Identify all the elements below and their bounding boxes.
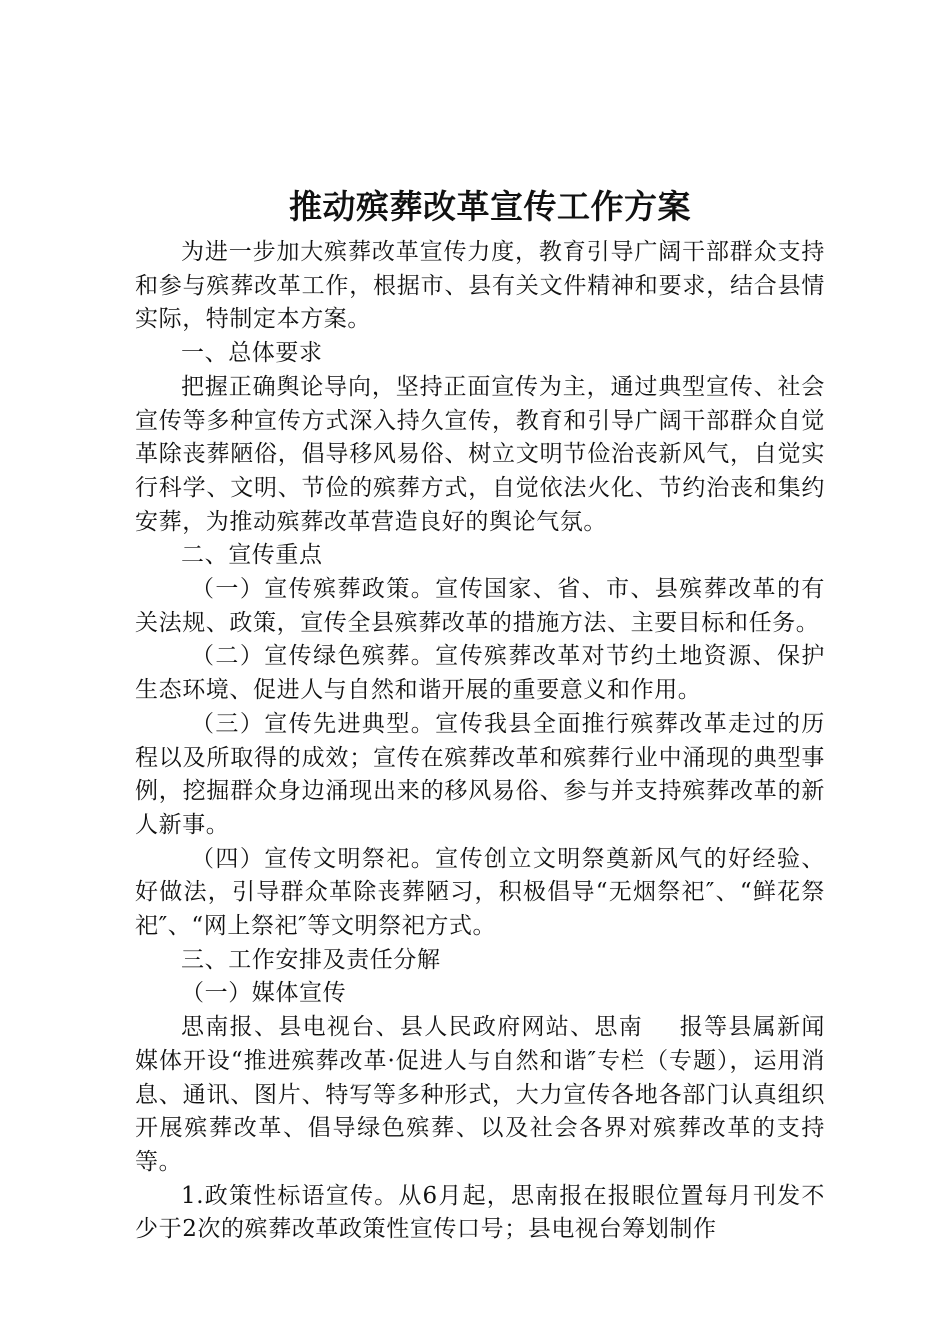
media-paragraph-part-b: 报等县属新闻媒体开设“推进殡葬改革·促进人与自然和谐″专栏（专题），运用消息、通讯、图片、特写等多种形式，大力宣传各地各部门认真组织开展殡葬改革、倡导绿色殡葬、以及社会各界对殡葬改革的支持等。 — [135, 1014, 825, 1175]
slogan-paragraph: 1.政策性标语宣传。从6月起，思南报在报眼位置每月刊发不少于2次的殡葬改革政策性宣传口号；县电视台筹划制作 — [135, 1182, 825, 1243]
general-requirements-paragraph: 把握正确舆论导向，坚持正面宣传为主，通过典型宣传、社会宣传等多种宣传方式深入持久宣传，教育和引导广阔干部群众自觉革除丧葬陋俗，倡导移风易俗、树立文明节俭治丧新风气，自觉实行科学、文明、节俭的殡葬方式，自觉依法火化、节约治丧和集约安葬，为推动殡葬改革营造良好的舆论气氛。 — [135, 373, 825, 535]
media-paragraph-part-a: 思南报、县电视台、县人民政府网站、思南 — [181, 1014, 644, 1041]
focus-item-1: （一）宣传殡葬政策。宣传国家、省、市、县殡葬改革的有关法规、政策，宣传全县殡葬改革的措施方法、主要目标和任务。 — [135, 576, 825, 636]
subsection-heading-media: （一）媒体宣传 — [181, 980, 347, 1007]
section-heading-1: 一、总体要求 — [181, 340, 323, 367]
section-heading-2: 二、宣传重点 — [181, 542, 323, 569]
media-paragraph — [135, 1011, 825, 1180]
focus-item-2: （二）宣传绿色殡葬。宣传殡葬改革对节约土地资源、保护生态环境、促进人与自然和谐开展的重要意义和作用。 — [135, 643, 825, 704]
focus-item-3: （三）宣传先进典型。宣传我县全面推行殡葬改革走过的历程以及所取得的成效；宣传在殡葬改革和殡葬行业中涌现的典型事例，挖掘群众身边涌现出来的移风易俗、参与并支持殡葬改革的新人新事。 — [135, 710, 825, 838]
intro-paragraph: 为进一步加大殡葬改革宣传力度，教育引导广阔干部群众支持和参与殡葬改革工作，根据市、县有关文件精神和要求，结合县情实际，特制定本方案。 — [135, 239, 825, 333]
document-page — [135, 182, 825, 1247]
section-heading-3: 三、工作安排及责任分解 — [181, 946, 441, 973]
document-title: 推动殡葬改革宣传工作方案 — [289, 187, 691, 226]
focus-item-4: （四）宣传文明祭祀。宣传创立文明祭奠新风气的好经验、好做法，引导群众革除丧葬陋习，积极倡导“无烟祭祀″、“鲜花祭祀″、“网上祭祀″等文明祭祀方式。 — [135, 845, 825, 940]
